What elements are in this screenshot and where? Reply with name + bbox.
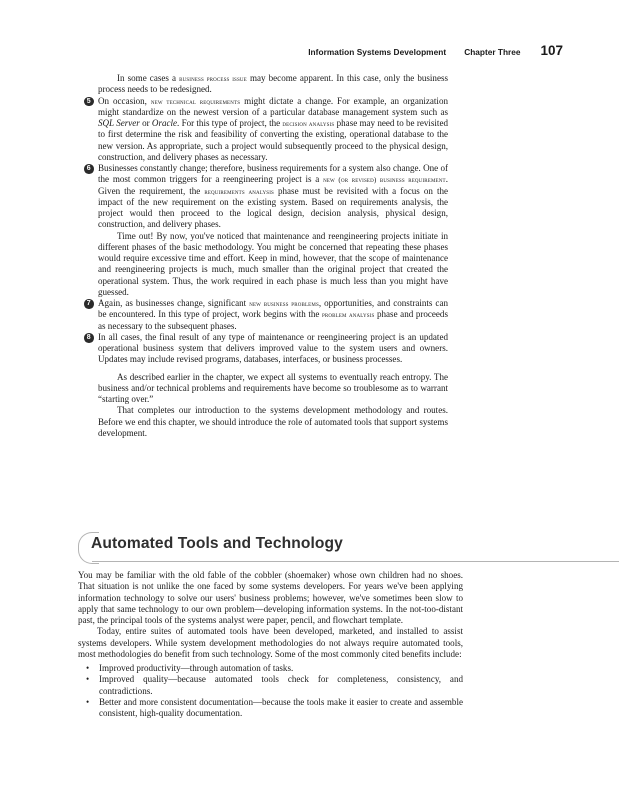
item5-emphasis-oracle: Oracle	[151, 118, 178, 128]
item5-text-3: or	[139, 118, 152, 128]
section-heading	[78, 532, 619, 562]
running-head-title: Information Systems Development	[308, 47, 447, 57]
term-problem-analysis: problem analysis	[321, 310, 375, 320]
item8-text: In all cases, the final result of any type of maintenance or reengineering project is an updated operational business system that delivers improved value to the system users and owners. Updates may include revised programs, databases, interfaces, or business processes.	[98, 331, 448, 365]
term-business-process-issue: business process issue	[179, 74, 247, 83]
term-requirements-analysis: requirements analysis	[204, 186, 274, 196]
list-item-6	[86, 163, 448, 298]
list-item-5	[86, 95, 448, 164]
item5-emphasis-sql-server: SQL Server	[98, 118, 140, 128]
item6-text-1: Businesses constantly change; therefore, business requirements for a system also change. One of the most common triggers for a reengineering project is a	[98, 163, 448, 185]
step-5-marker: 5	[84, 97, 94, 107]
intro-paragraph	[98, 73, 448, 96]
intro-text-1: In some cases a	[117, 73, 180, 83]
cobbler-paragraph: You may be familiar with the old fable of the cobbler (shoemaker) whose own children had no shoes. That situation is not unlike the one faced by some systems developers. For years we've been applying information technology to solve our users' business problems; however, we've sometimes been slow to apply that same technology to our own problem—developing information systems. In the not-too-distant past, the principal tools of the systems analyst were paper, pencil, and flowchart template.	[78, 570, 463, 625]
running-head-chapter: Chapter Three	[464, 47, 521, 57]
time-out-paragraph: Time out! By now, you've noticed that maintenance and reengineering projects initiate in different phases of the basic methodology. You might be concerned that repeating these phases would require excessive time and effort. Keep in mind, however, that the scope of maintenance and reengineering projects is much, much smaller than the original project that created the operational system. Thus, the work required in each phase is much less than you might have guessed.	[98, 230, 448, 297]
term-new-technical-requirements: new technical requirements	[150, 96, 241, 106]
item5-text-2: might dictate a change. For example, an organization might standardize on the newest version of a particular database management system such as	[98, 95, 448, 117]
benefit-item	[78, 663, 463, 674]
benefit-item	[78, 697, 463, 720]
bullet-dot: •	[86, 696, 90, 707]
entropy-paragraph: As described earlier in the chapter, we expect all systems to eventually reach entropy. The business and/or technical problems and requirements have become so troublesome as to warrant “starting over.”	[98, 371, 448, 404]
section-heading-rule	[92, 561, 619, 562]
intro-text-2: may become apparent. In this case, only the business process needs to be redesigned.	[98, 73, 449, 95]
item6-text-3: phase must be revisited with a focus on the impact of the new requirement on the existing system. Based on requirements analysis, the project would then proceed to the logical design, decision analysis, physical design, construction, and delivery phases.	[98, 185, 448, 230]
section-heading-title: Automated Tools and Technology	[91, 535, 343, 552]
bullet-dot: •	[86, 674, 90, 685]
item7-text-3: phase and proceeds as necessary to the subsequent phases.	[98, 309, 448, 331]
automated-tools-paragraph: Today, entire suites of automated tools have been developed, marketed, and installed to assist systems developers. While system development methodologies do not always require automated tools, most methodologies do benefit from such technology. Some of the most commonly cited benefits include:	[78, 626, 463, 659]
step-6-marker: 6	[84, 164, 94, 174]
item5-text-1: On occasion,	[98, 95, 151, 106]
term-new-business-problems: new business problems	[249, 299, 319, 308]
item5-text-5: phase may need to be revisited to first determine the risk and feasibility of converting the existing, operational database to the new version. As appropriate, such a project would subsequently proceed to the physical design, construction, and delivery phases as necessary.	[98, 118, 448, 162]
term-new-business-requirement: new (or revised) business requirement	[323, 175, 446, 185]
body-text-upper	[86, 73, 449, 439]
step-7-marker: 7	[84, 299, 94, 309]
benefit-item	[78, 674, 463, 697]
benefits-list	[78, 663, 463, 719]
list-item-8	[86, 331, 448, 366]
item5-text-4: . For this type of project, the	[177, 118, 283, 128]
conclusion-paragraph: That completes our introduction to the systems development methodology and routes. Before we end this chapter, we should introduce the role of automated tools that support systems development.	[98, 405, 448, 438]
benefit-text: Improved productivity—through automation of tasks.	[99, 663, 294, 673]
benefit-text: Improved quality—because automated tools check for completeness, consistency, and contradictions.	[99, 674, 463, 696]
item7-text-1: Again, as businesses change, significant	[98, 298, 250, 308]
item7-text-2: , opportunities, and constraints can be encountered. In this type of project, work begins with the	[98, 298, 448, 320]
running-head	[308, 43, 563, 58]
page-number: 107	[540, 43, 563, 58]
step-8-marker: 8	[84, 333, 94, 343]
body-text-lower	[78, 570, 463, 719]
bullet-dot: •	[86, 663, 90, 673]
list-item-7	[86, 298, 448, 332]
benefit-text: Better and more consistent documentation—because the tools make it easier to create and assemble consistent, high-quality documentation.	[99, 696, 463, 718]
item6-text-2: . Given the requirement, the	[98, 174, 448, 196]
term-decision-analysis: decision analysis	[282, 119, 335, 128]
